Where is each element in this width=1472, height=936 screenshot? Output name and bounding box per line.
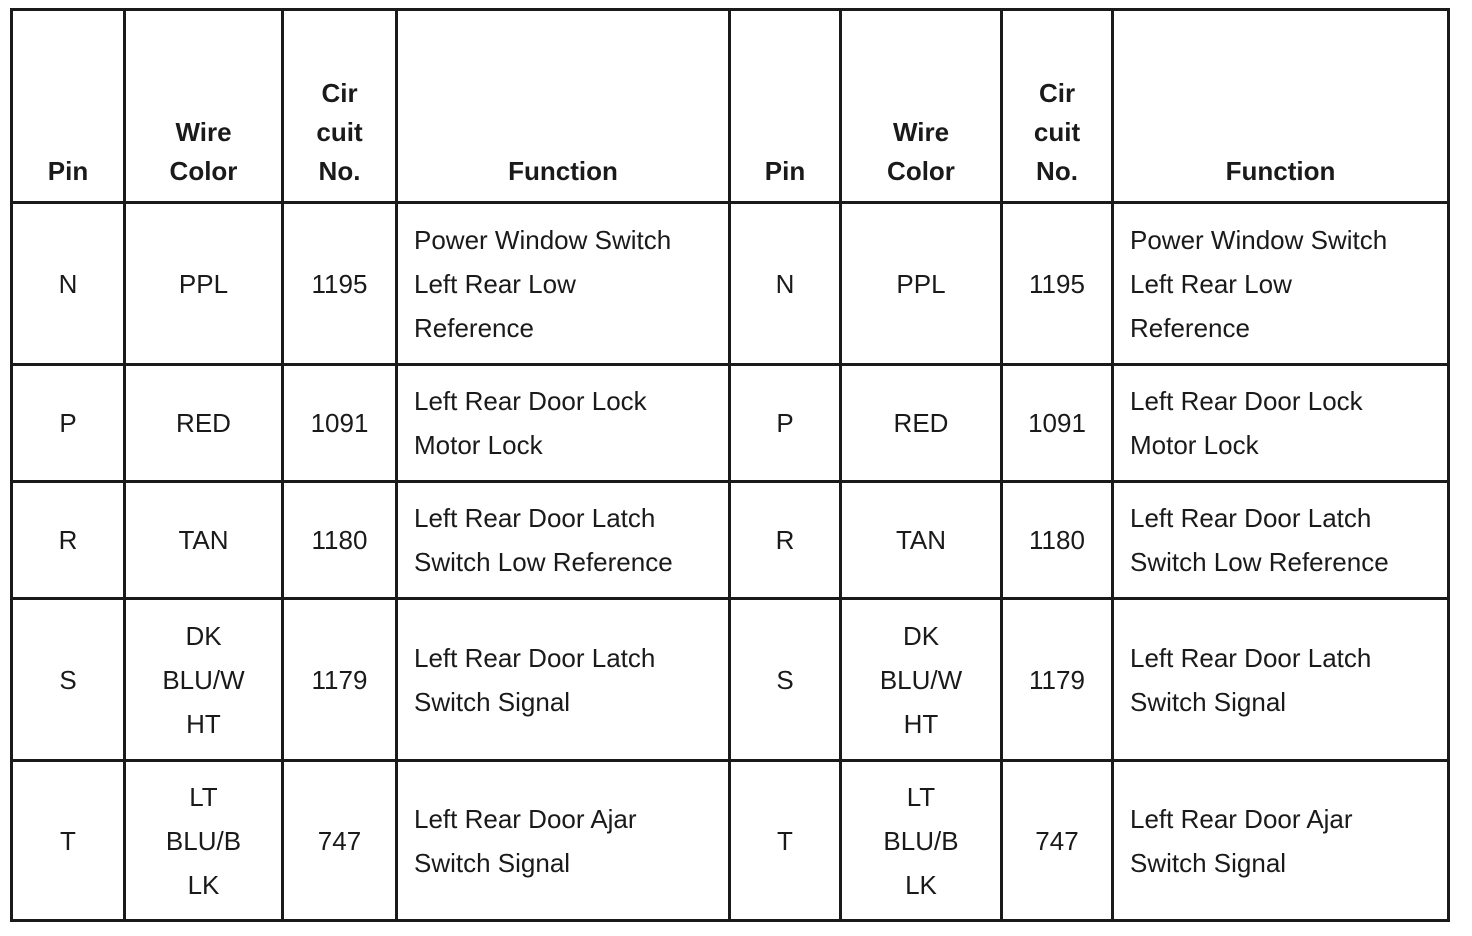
header-row [12, 10, 1449, 203]
wire-color-cell: LT BLU/B LK [125, 761, 283, 921]
header-pin: Pin [12, 10, 125, 203]
pin-cell: N [12, 203, 125, 365]
function-cell: Left Rear Door Ajar Switch Signal [397, 761, 730, 921]
pin-cell: N [730, 203, 841, 365]
table-row [12, 203, 1449, 365]
circuit-cell: 1091 [283, 365, 397, 482]
function-cell: Left Rear Door Ajar Switch Signal [1113, 761, 1449, 921]
wire-color-cell: DK BLU/W HT [125, 599, 283, 761]
table-row [12, 761, 1449, 921]
table-row [12, 365, 1449, 482]
function-cell: Left Rear Door Lock Motor Lock [1113, 365, 1449, 482]
header-circuit-no: Cir cuit No. [283, 10, 397, 203]
wire-color-cell: TAN [841, 482, 1002, 599]
circuit-cell: 747 [283, 761, 397, 921]
wire-color-cell: TAN [125, 482, 283, 599]
function-cell: Left Rear Door Lock Motor Lock [397, 365, 730, 482]
wire-color-cell: PPL [841, 203, 1002, 365]
function-cell: Power Window Switch Left Rear Low Reference [397, 203, 730, 365]
header-function: Function [397, 10, 730, 203]
wire-color-cell: PPL [125, 203, 283, 365]
circuit-cell: 1179 [283, 599, 397, 761]
pin-cell: R [730, 482, 841, 599]
header-pin-2: Pin [730, 10, 841, 203]
function-cell: Left Rear Door Latch Switch Low Reference [1113, 482, 1449, 599]
function-cell: Power Window Switch Left Rear Low Reference [1113, 203, 1449, 365]
pin-cell: T [12, 761, 125, 921]
function-cell: Left Rear Door Latch Switch Signal [1113, 599, 1449, 761]
circuit-cell: 1180 [1002, 482, 1113, 599]
circuit-cell: 747 [1002, 761, 1113, 921]
pin-cell: S [730, 599, 841, 761]
connector-pinout-table [10, 8, 1450, 922]
header-circuit-no-2: Cir cuit No. [1002, 10, 1113, 203]
pin-cell: S [12, 599, 125, 761]
circuit-cell: 1091 [1002, 365, 1113, 482]
header-wire-color: Wire Color [125, 10, 283, 203]
wire-color-cell: DK BLU/W HT [841, 599, 1002, 761]
circuit-cell: 1179 [1002, 599, 1113, 761]
pin-cell: P [730, 365, 841, 482]
circuit-cell: 1195 [1002, 203, 1113, 365]
wire-color-cell: LT BLU/B LK [841, 761, 1002, 921]
pin-cell: R [12, 482, 125, 599]
function-cell: Left Rear Door Latch Switch Signal [397, 599, 730, 761]
header-function-2: Function [1113, 10, 1449, 203]
pin-cell: T [730, 761, 841, 921]
circuit-cell: 1180 [283, 482, 397, 599]
pin-cell: P [12, 365, 125, 482]
header-wire-color-2: Wire Color [841, 10, 1002, 203]
circuit-cell: 1195 [283, 203, 397, 365]
table-row [12, 599, 1449, 761]
function-cell: Left Rear Door Latch Switch Low Reference [397, 482, 730, 599]
wire-color-cell: RED [841, 365, 1002, 482]
wire-color-cell: RED [125, 365, 283, 482]
table-row [12, 482, 1449, 599]
